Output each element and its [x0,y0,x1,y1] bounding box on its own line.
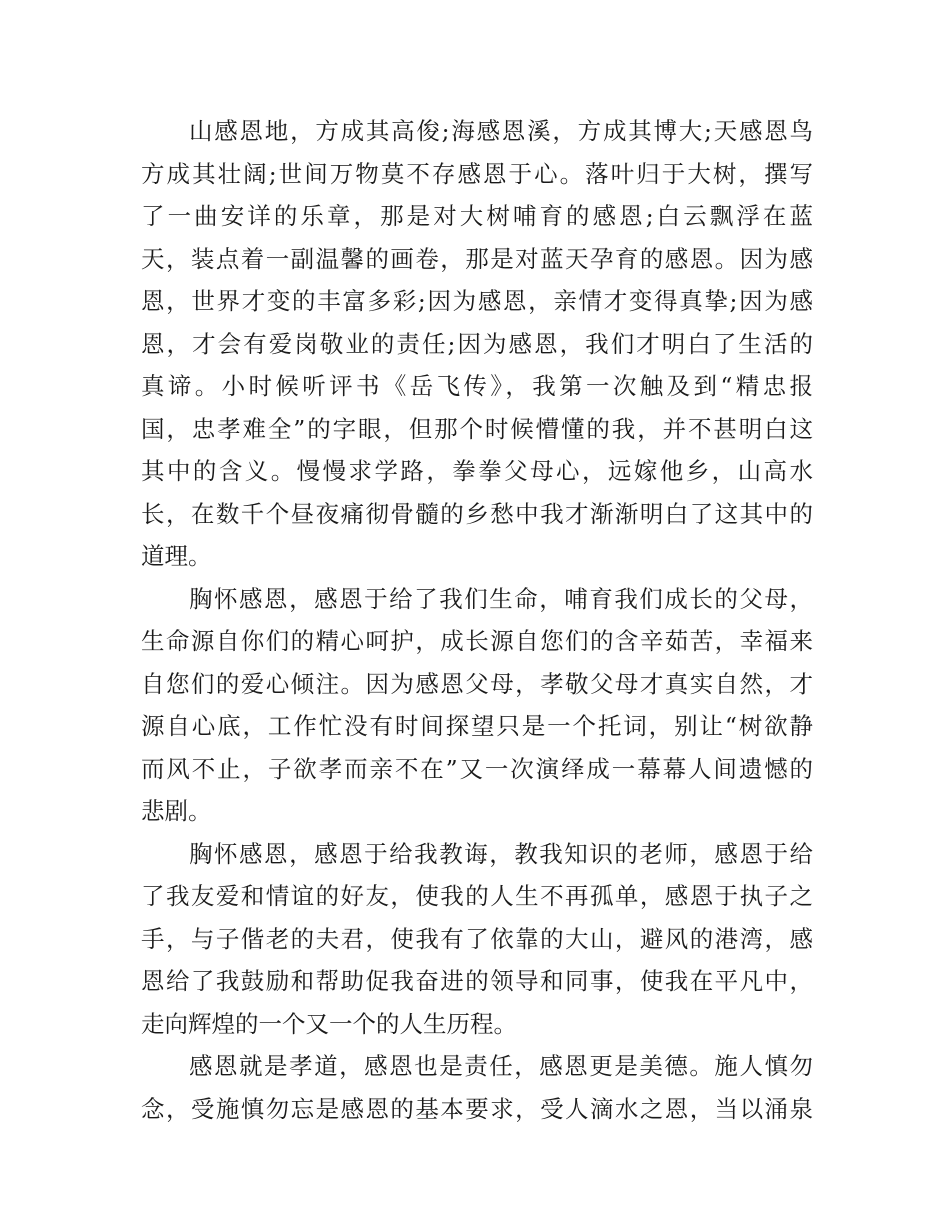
text-line: 了我友爱和情谊的好友，使我的人生不再孤单，感恩于执子之 [141,882,813,910]
text-line: 恩，才会有爱岗敬业的责任;因为感恩，我们才明白了生活的 [141,329,813,358]
text-line: 国，忠孝难全”的字眼，但那个时候懵懂的我，并不甚明白这 [141,414,813,443]
text-line: 生命源自你们的精心呵护，成长源自您们的含辛茹苦，幸福来 [141,627,813,655]
text-line: 而风不止，子欲孝而亲不在”又一次演绎成一幕幕人间遗憾的 [141,754,813,783]
paragraph-1 [141,110,813,578]
text-line: 天，装点着一副温馨的画卷，那是对蓝天孕育的感恩。因为感 [141,244,813,273]
text-line: 恩给了我鼓励和帮助促我奋进的领导和同事，使我在平凡中， [141,967,813,995]
text-line: 方成其壮阔;世间万物莫不存感恩于心。落叶归于大树，撰写 [141,159,813,188]
paragraph-4 [141,1045,813,1130]
text-line: 胸怀感恩，感恩于给了我们生命，哺育我们成长的父母， [189,584,813,613]
text-line: 念，受施慎勿忘是感恩的基本要求，受人滴水之恩，当以涌泉 [141,1094,813,1123]
text-line: 走向辉煌的一个又一个的人生历程。 [141,1009,517,1038]
text-line: 道理。 [141,542,212,570]
paragraph-3 [141,833,813,1046]
text-line: 长，在数千个昼夜痛彻骨髓的乡愁中我才渐渐明白了这其中的 [141,499,813,528]
text-line: 真谛。小时候听评书《岳飞传》，我第一次触及到“精忠报 [141,372,813,400]
text-line: 其中的含义。慢慢求学路，拳拳父母心，远嫁他乡，山高水 [141,457,813,485]
text-line: 山感恩地，方成其高俊;海感恩溪，方成其博大;天感恩鸟 [189,117,813,145]
text-line: 恩，世界才变的丰富多彩;因为感恩，亲情才变得真挚;因为感 [141,287,813,315]
document-body [141,110,813,1130]
text-line: 悲剧。 [141,797,212,825]
text-line: 了一曲安详的乐章，那是对大树哺育的感恩;白云飘浮在蓝 [141,202,813,230]
text-line: 源自心底，工作忙没有时间探望只是一个托词，别让“树欲静 [141,712,813,740]
paragraph-2 [141,578,813,833]
text-line: 感恩就是孝道，感恩也是责任，感恩更是美德。施人慎勿 [189,1052,813,1080]
text-line: 胸怀感恩，感恩于给我教诲，教我知识的老师，感恩于给 [189,839,813,868]
text-line: 手，与子偕老的夫君，使我有了依靠的大山，避风的港湾，感 [141,924,813,953]
text-line: 自您们的爱心倾注。因为感恩父母，孝敬父母才真实自然，才 [141,669,813,698]
